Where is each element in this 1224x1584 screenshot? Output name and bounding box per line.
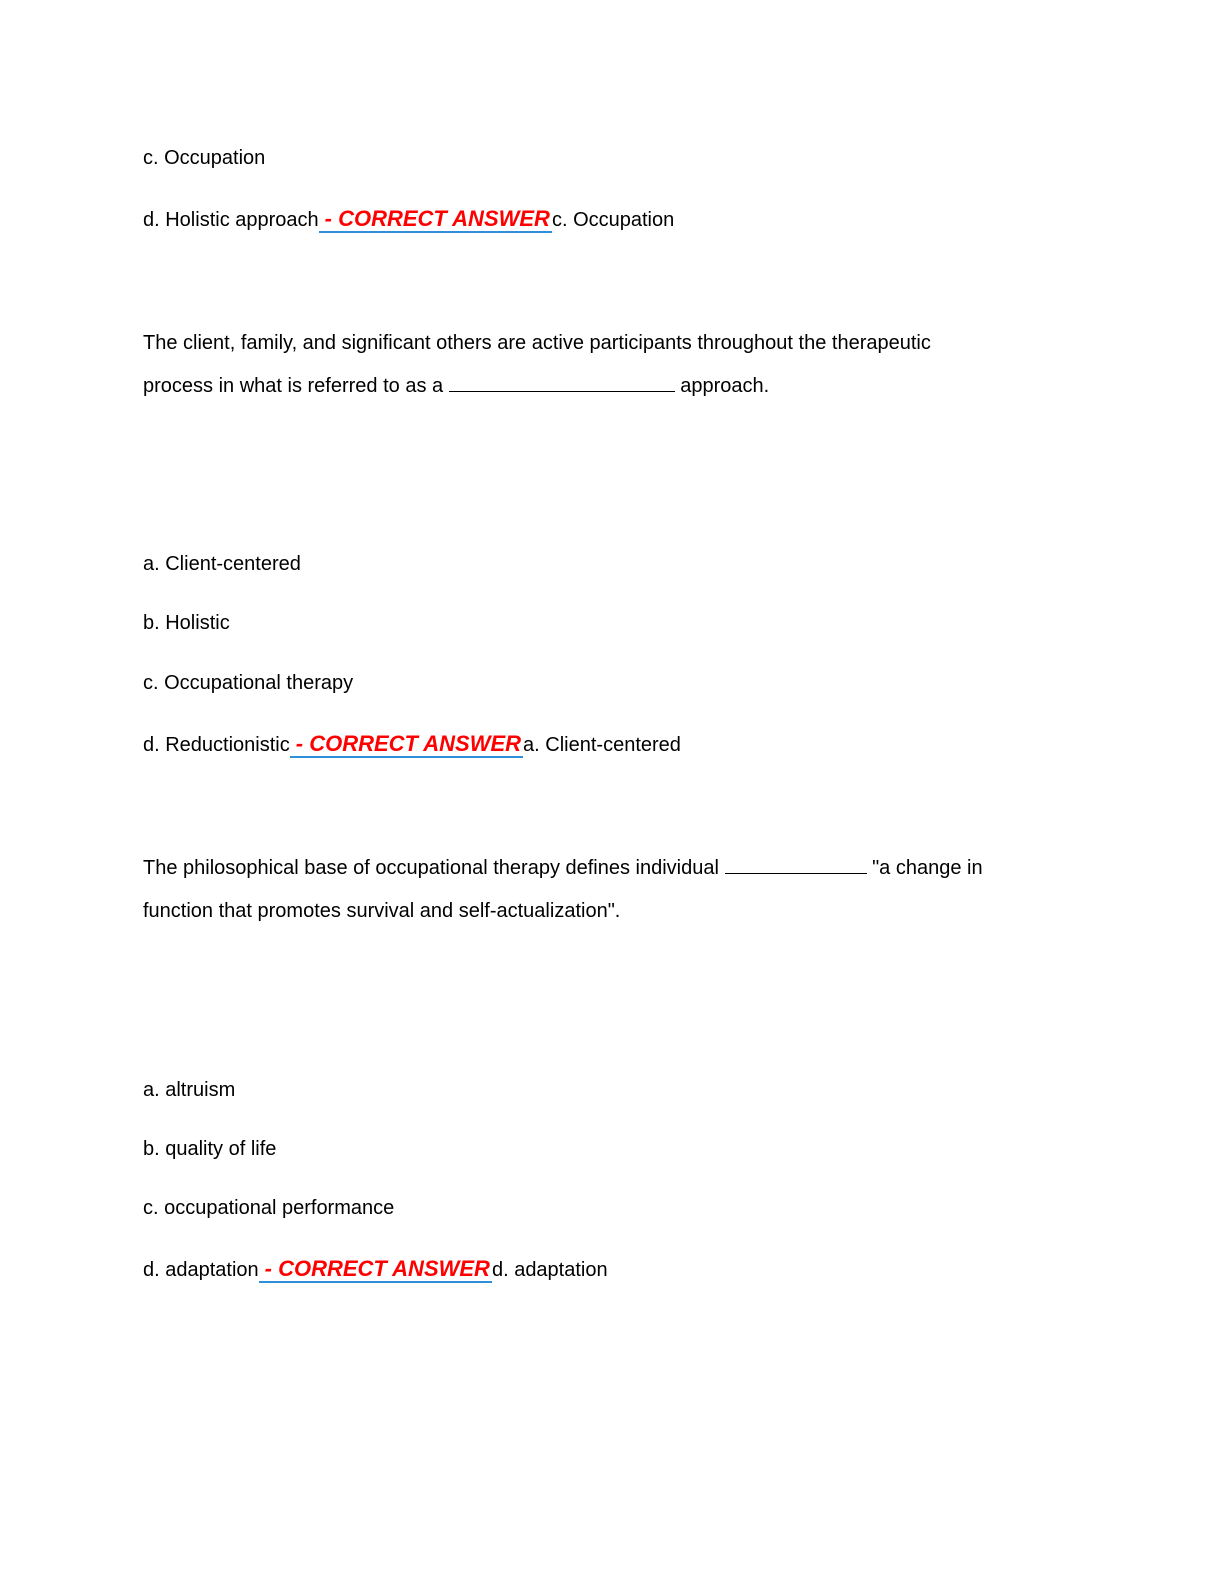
q2-option-d-line <box>143 1257 608 1283</box>
q1-option-d-line <box>143 732 681 758</box>
q2-question-text-after-blank: "a change in <box>872 857 983 879</box>
q2-option-d: d. adaptation <box>143 1259 259 1281</box>
q0-option-d-line <box>143 207 674 233</box>
q2-question-line-1 <box>143 855 983 881</box>
q2-question-text-before-blank: The philosophical base of occupational therapy defines individual <box>143 857 719 879</box>
q2-option-b: b. quality of life <box>143 1138 277 1160</box>
correct-answer-tag: - CORRECT ANSWER <box>319 207 552 233</box>
fill-in-blank <box>725 855 867 874</box>
q0-option-c: c. Occupation <box>143 147 266 169</box>
q0-option-d: d. Holistic approach <box>143 209 319 231</box>
q2-question-line-2: function that promotes survival and self-actualization". <box>143 900 621 922</box>
q1-option-d: d. Reductionistic <box>143 734 290 756</box>
q1-question-text-after-blank: approach. <box>680 375 770 397</box>
q2-option-c: c. occupational performance <box>143 1197 395 1219</box>
q1-option-b: b. Holistic <box>143 612 230 634</box>
q0-answer: c. Occupation <box>551 209 675 231</box>
fill-in-blank <box>449 373 675 392</box>
correct-answer-tag: - CORRECT ANSWER <box>290 732 523 758</box>
q1-question-text-before-blank: process in what is referred to as a <box>143 375 444 397</box>
correct-answer-tag: - CORRECT ANSWER <box>259 1257 492 1283</box>
q1-question-line-2 <box>143 373 769 399</box>
q2-answer: d. adaptation <box>491 1259 608 1281</box>
q1-question-line-1: The client, family, and significant others are active participants throughout the therapeutic <box>143 332 931 354</box>
q1-option-a: a. Client-centered <box>143 553 301 575</box>
q1-answer: a. Client-centered <box>523 734 681 756</box>
q1-option-c: c. Occupational therapy <box>143 672 354 694</box>
q2-option-a: a. altruism <box>143 1079 236 1101</box>
